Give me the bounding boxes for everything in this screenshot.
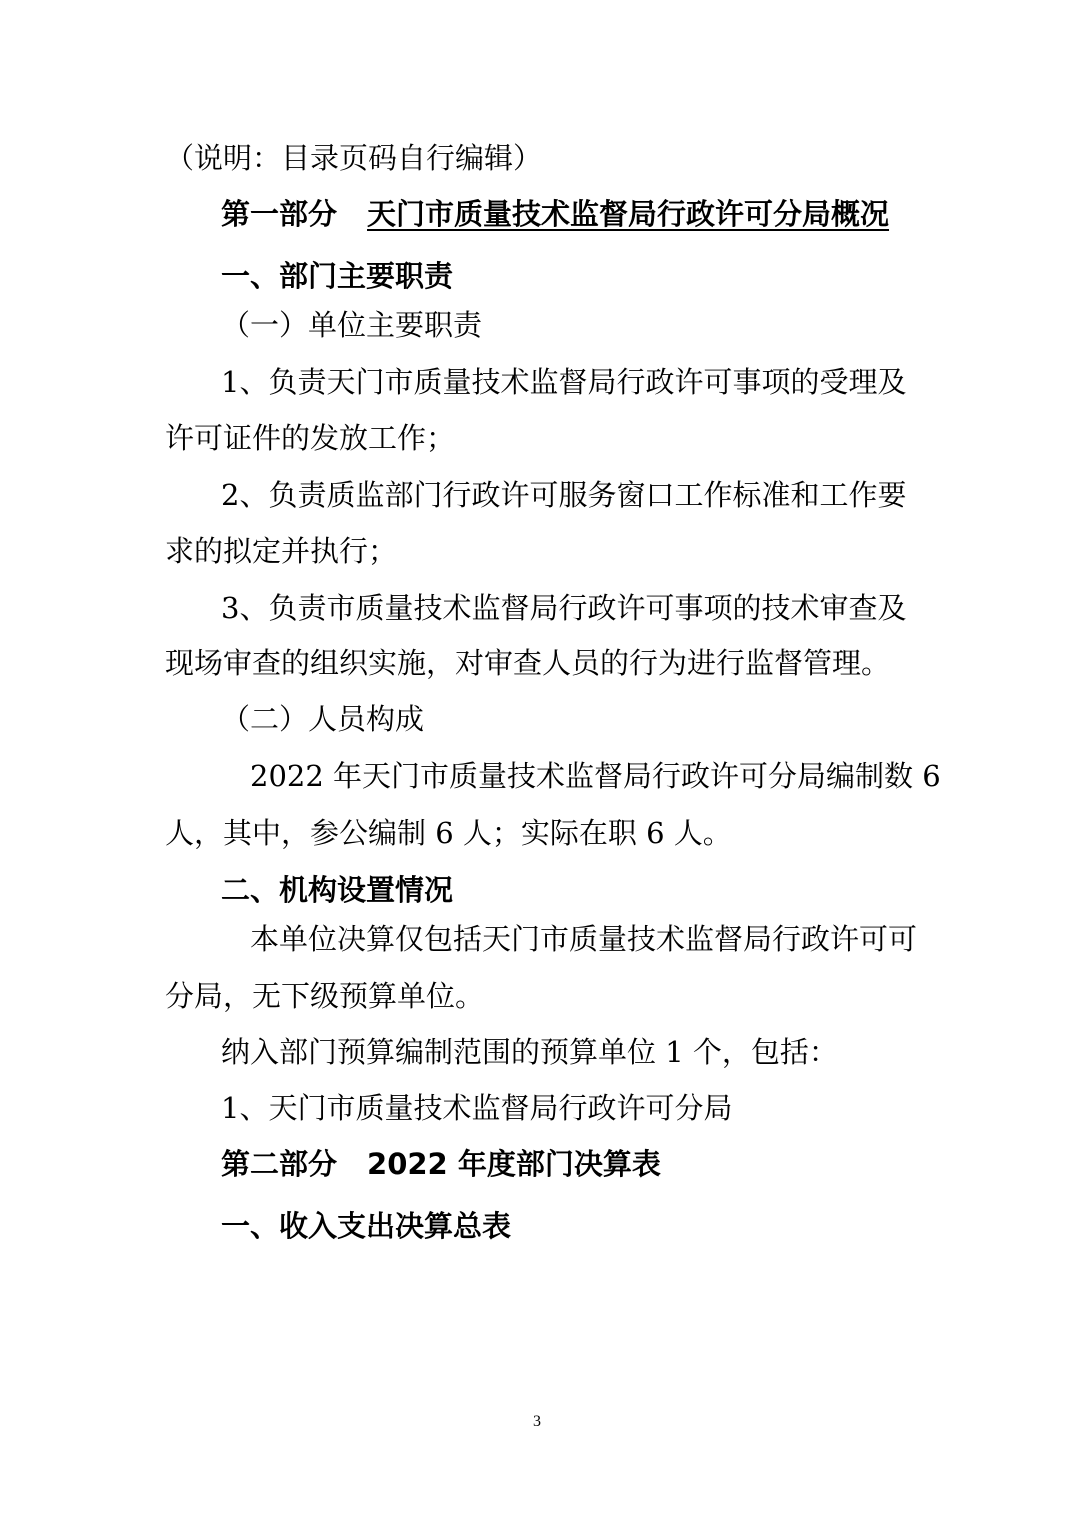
staff-line-1: 2022 年天门市质量技术监督局行政许可分局编制数 6: [250, 759, 941, 793]
duty-item-2-line-2: 求的拟定并执行；: [165, 534, 398, 568]
duty-item-1-line-2: 许可证件的发放工作；: [165, 421, 456, 455]
part2-heading: [221, 1147, 661, 1181]
section1-subheading-1: （一）单位主要职责: [221, 308, 483, 342]
section1-subheading-2: （二）人员构成: [221, 702, 425, 736]
duty-item-3-line-2: 现场审查的组织实施，对审查人员的行为进行监督管理。: [165, 646, 891, 680]
duty-item-2-line-1: 2、负责质监部门行政许可服务窗口工作标准和工作要: [221, 478, 907, 512]
section1-heading: 一、部门主要职责: [221, 259, 454, 293]
part2-title: 2022 年度部门决算表: [367, 1147, 661, 1181]
toc-note: （说明：目录页码自行编辑）: [165, 141, 543, 175]
duty-item-3-line-1: 3、负责市质量技术监督局行政许可事项的技术审查及: [221, 591, 907, 625]
budget-scope: 纳入部门预算编制范围的预算单位 1 个，包括：: [221, 1035, 838, 1069]
part1-heading: [221, 197, 890, 231]
staff-line-2: 人，其中，参公编制 6 人；实际在职 6 人。: [165, 816, 732, 850]
part2-label: 第二部分: [221, 1147, 338, 1181]
structure-line-1: 本单位决算仅包括天门市质量技术监督局行政许可可: [250, 922, 918, 956]
part1-label: 第一部分: [221, 197, 338, 231]
structure-line-2: 分局，无下级预算单位。: [165, 979, 485, 1013]
budget-unit-1: 1、天门市质量技术监督局行政许可分局: [221, 1091, 733, 1125]
table1-heading: 一、收入支出决算总表: [221, 1209, 512, 1243]
section2-heading: 二、机构设置情况: [221, 873, 454, 907]
page-number: 3: [533, 1413, 541, 1430]
part1-title: 天门市质量技术监督局行政许可分局概况: [367, 197, 890, 231]
duty-item-1-line-1: 1、负责天门市质量技术监督局行政许可事项的受理及: [221, 365, 907, 399]
